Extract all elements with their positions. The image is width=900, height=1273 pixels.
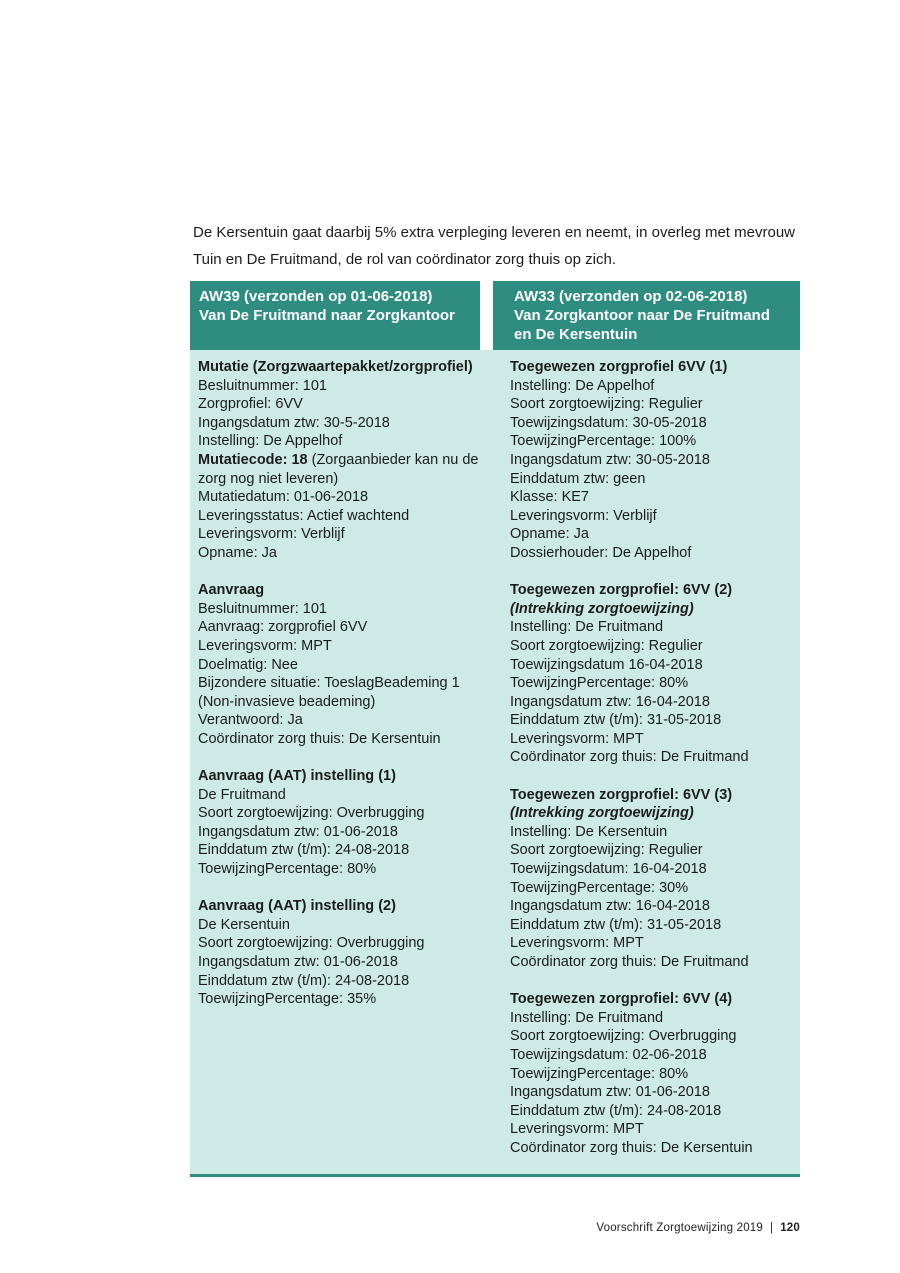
field-line: Leveringsvorm: MPT (510, 1121, 644, 1138)
table-column-left (198, 358, 490, 1158)
field-line: (Intrekking zorgtoewijzing) (510, 805, 694, 822)
field-line: Instelling: De Kersentuin (510, 823, 668, 840)
field-line: ToewijzingPercentage: 80% (510, 1065, 689, 1082)
info-block (198, 767, 490, 879)
field-line: Soort zorgtoewijzing: Overbrugging (198, 805, 425, 822)
table-header-right (493, 281, 800, 350)
comparison-table (190, 281, 800, 1177)
header-right-line1: AW33 (verzonden op 02-06-2018) (514, 288, 748, 305)
field-line: Aanvraag (AAT) instelling (2) (198, 898, 396, 915)
field-line: Instelling: De Appelhof (198, 433, 343, 450)
field-line: Einddatum ztw: geen (510, 470, 646, 487)
field-line: Toewijzingsdatum: 02-06-2018 (510, 1046, 707, 1063)
field-line: Ingangsdatum ztw: 30-5-2018 (198, 414, 390, 431)
info-block (510, 581, 792, 767)
field-line: Ingangsdatum ztw: 16-04-2018 (510, 693, 710, 710)
field-line: Opname: Ja (198, 544, 277, 561)
field-line: ToewijzingPercentage: 80% (510, 675, 689, 692)
field-line: Leveringsstatus: Actief wachtend (198, 507, 410, 524)
footer-separator: | (770, 1222, 774, 1234)
field-line: Mutatie (Zorgzwaartepakket/zorgprofiel) (198, 359, 473, 375)
footer-title: Voorschrift Zorgtoewijzing 2019 (596, 1222, 764, 1234)
field-line: Bijzondere situatie: ToeslagBeademing 1 (Non-invasieve beademing) (198, 675, 460, 710)
field-line: Instelling: De Fruitmand (510, 619, 664, 636)
field-line: Einddatum ztw (t/m): 31-05-2018 (510, 712, 722, 729)
field-line: Ingangsdatum ztw: 01-06-2018 (198, 823, 398, 840)
field-line: Opname: Ja (510, 526, 589, 543)
info-block (510, 786, 792, 972)
field-line: Aanvraag (AAT) instelling (1) (198, 768, 396, 785)
field-line: Leveringsvorm: Verblijf (198, 526, 345, 543)
field-line: Instelling: De Fruitmand (510, 1009, 664, 1026)
field-line: Einddatum ztw (t/m): 24-08-2018 (198, 972, 410, 989)
info-block (198, 358, 490, 563)
table-header-row (190, 281, 800, 350)
footer-page-number: 120 (780, 1222, 800, 1234)
info-block (510, 358, 792, 563)
field-line: Coördinator zorg thuis: De Kersentuin (510, 1139, 753, 1156)
field-line: Toegewezen zorgprofiel: 6VV (4) (510, 991, 733, 1008)
field-line: Aanvraag: zorgprofiel 6VV (198, 619, 368, 636)
info-block (198, 581, 490, 748)
field-line: Toegewezen zorgprofiel: 6VV (3) (510, 786, 733, 803)
field-line: Soort zorgtoewijzing: Regulier (510, 842, 703, 859)
field-line: Coördinator zorg thuis: De Kersentuin (198, 730, 441, 747)
field-line: Besluitnummer: 101 (198, 600, 327, 617)
field-line: Einddatum ztw (t/m): 24-08-2018 (198, 842, 410, 859)
field-line: Klasse: KE7 (510, 489, 589, 506)
field-line: Toewijzingsdatum: 16-04-2018 (510, 861, 707, 878)
field-line: Ingangsdatum ztw: 01-06-2018 (198, 954, 398, 970)
header-right-line2: Van Zorgkantoor naar De Fruitmand en De Kersentuin (514, 307, 770, 343)
info-block (510, 990, 792, 1157)
field-line: Instelling: De Appelhof (510, 377, 655, 394)
field-line: Einddatum ztw (t/m): 24-08-2018 (510, 1102, 722, 1119)
field-line: Toewijzingsdatum: 30-05-2018 (510, 414, 707, 431)
field-line: Ingangsdatum ztw: 01-06-2018 (510, 1084, 710, 1101)
page-footer (596, 1222, 800, 1234)
intro-paragraph: De Kersentuin gaat daarbij 5% extra verpleging leveren en neemt, in overleg met mevrouw Tuin en De Fruitmand, de rol van coördinator zorg thuis op zich. (193, 224, 795, 268)
field-line: Leveringsvorm: MPT (510, 935, 644, 952)
field-line: Zorgprofiel: 6VV (198, 396, 303, 413)
field-line: Coördinator zorg thuis: De Fruitmand (510, 954, 749, 970)
field-line: ToewijzingPercentage: 100% (510, 433, 697, 450)
field-line: Mutatiecode: 18 (Zorgaanbieder kan nu de zorg nog niet leveren) (198, 451, 479, 487)
field-line: Leveringsvorm: MPT (198, 637, 332, 654)
field-line: Einddatum ztw (t/m): 31-05-2018 (510, 916, 722, 933)
field-line: Ingangsdatum ztw: 30-05-2018 (510, 451, 710, 468)
field-line: (Intrekking zorgtoewijzing) (510, 600, 694, 617)
table-body (190, 350, 800, 1177)
field-line: Coördinator zorg thuis: De Fruitmand (510, 749, 749, 766)
header-left-line2: Van De Fruitmand naar Zorgkantoor (199, 307, 455, 324)
field-line: Soort zorgtoewijzing: Overbrugging (198, 935, 425, 952)
field-line: Besluitnummer: 101 (198, 377, 327, 394)
field-line: ToewijzingPercentage: 80% (198, 861, 377, 878)
field-line: Soort zorgtoewijzing: Overbrugging (510, 1028, 737, 1045)
table-column-right (510, 358, 792, 1158)
field-line: Mutatiedatum: 01-06-2018 (198, 489, 369, 506)
field-line: De Fruitmand (198, 786, 286, 803)
field-line: Soort zorgtoewijzing: Regulier (510, 396, 703, 413)
field-line: Leveringsvorm: Verblijf (510, 507, 657, 524)
field-line: Ingangsdatum ztw: 16-04-2018 (510, 898, 710, 915)
field-line: Soort zorgtoewijzing: Regulier (510, 637, 703, 654)
field-line: Aanvraag (198, 582, 265, 599)
field-line: Doelmatig: Nee (198, 656, 298, 673)
header-left-line1: AW39 (verzonden op 01-06-2018) (199, 288, 433, 305)
field-line: Verantwoord: Ja (198, 712, 303, 729)
field-line: Toewijzingsdatum 16-04-2018 (510, 656, 703, 673)
field-line: Toegewezen zorgprofiel 6VV (1) (510, 359, 728, 375)
field-line: Toegewezen zorgprofiel: 6VV (2) (510, 582, 733, 599)
field-line: Leveringsvorm: MPT (510, 730, 644, 747)
table-header-left (190, 281, 480, 350)
field-line: De Kersentuin (198, 916, 290, 933)
info-block (198, 897, 490, 1009)
field-line: ToewijzingPercentage: 30% (510, 879, 689, 896)
field-line: ToewijzingPercentage: 35% (198, 991, 377, 1008)
field-line: Dossierhouder: De Appelhof (510, 544, 692, 561)
